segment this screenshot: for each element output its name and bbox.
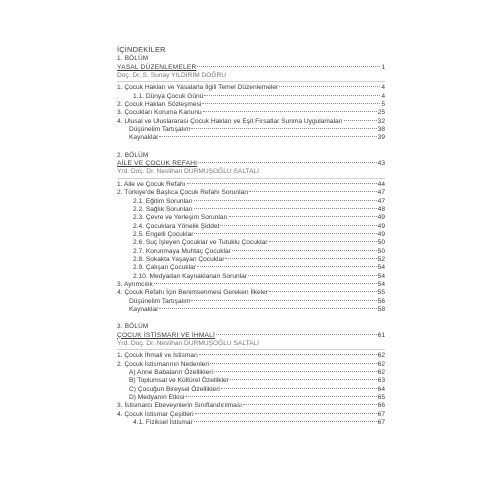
dot-leader xyxy=(232,250,377,251)
dot-leader xyxy=(248,275,377,276)
dot-leader xyxy=(269,291,377,292)
toc-entry-text: Düşünelim Tartışalım xyxy=(129,297,191,305)
chapters-list xyxy=(117,55,385,427)
dot-leader xyxy=(210,363,377,364)
toc-entry-text: 4. Ulusal ve Uluslararası Çocuk Hakları ve Eşit Fırsatlar Sunma Uygulamaları xyxy=(117,117,343,125)
toc-entry-text: 1. Çocuk İhmali ve İstismarı xyxy=(117,352,198,360)
chapter-number: 1. BÖLÜM xyxy=(117,55,149,63)
chapter-section xyxy=(117,55,385,142)
dot-leader xyxy=(221,388,377,389)
dot-leader xyxy=(191,128,376,129)
dot-leader xyxy=(269,241,377,242)
toc-entry[interactable] xyxy=(117,411,385,419)
toc-entry-page: 4 xyxy=(381,84,385,92)
dot-leader xyxy=(229,216,377,217)
toc-entry[interactable] xyxy=(117,273,385,281)
dot-leader xyxy=(195,413,377,414)
dot-leader xyxy=(159,136,376,137)
dot-leader xyxy=(198,162,376,163)
toc-entry[interactable] xyxy=(117,93,385,101)
toc-entry-page: 54 xyxy=(377,272,385,280)
toc-entry-text: 2.3. Çevre ve Yerleşim Sorunları xyxy=(133,214,228,222)
toc-entry[interactable] xyxy=(117,402,385,410)
chapter-title: AİLE VE ÇOCUK REFAHI xyxy=(117,160,198,168)
toc-entry[interactable] xyxy=(117,289,385,297)
toc-entry-text: Düşünelim Tartışalım xyxy=(129,126,191,134)
toc-entry-page: 48 xyxy=(377,205,385,213)
toc-entry-page: 62 xyxy=(377,352,385,360)
toc-entry[interactable] xyxy=(117,101,385,109)
toc-entry-page: 38 xyxy=(377,126,385,134)
chapter-section xyxy=(117,152,385,315)
toc-entry[interactable] xyxy=(117,377,385,385)
toc-entry-page: 56 xyxy=(377,297,385,305)
dot-leader xyxy=(279,86,380,87)
section-divider xyxy=(117,349,385,350)
toc-entry-text: D) Medyanın Etkisi xyxy=(129,394,185,402)
dot-leader xyxy=(220,225,376,226)
dot-leader xyxy=(199,354,377,355)
toc-entry-text: 2.4. Çocuklara Yönelik Şiddet xyxy=(133,222,220,230)
toc-entry-page: 62 xyxy=(377,369,385,377)
toc-entry-page: 67 xyxy=(377,410,385,418)
chapter-author: Doç. Dr. S. Sunay YILDIRIM DOĞRU xyxy=(117,72,227,80)
toc-entry[interactable] xyxy=(117,306,385,314)
toc-entry-text: Kaynaklar xyxy=(129,305,159,313)
chapter-page-number: 61 xyxy=(377,331,385,339)
toc-entry[interactable] xyxy=(117,419,385,427)
dot-leader xyxy=(194,421,377,422)
dot-leader xyxy=(203,111,377,112)
toc-entry-text: 2.1. Eğitim Sorunları xyxy=(133,197,193,205)
toc-entry[interactable] xyxy=(117,361,385,369)
toc-entry-page: 58 xyxy=(377,305,385,313)
dot-leader xyxy=(197,266,377,267)
toc-entry-text: 3. İstismarcı Ebeveynlerin Sınıflandırılması xyxy=(117,402,242,410)
dot-leader xyxy=(230,379,377,380)
toc-entry-text: B) Toplumsal ve Kültürel Özellikler xyxy=(129,377,229,385)
toc-entry-page: 62 xyxy=(377,360,385,368)
toc-entry[interactable] xyxy=(117,248,385,256)
toc-entry-text: 1.1. Dünya Çocuk Günü xyxy=(133,92,204,100)
chapter-author: Yrd. Doç. Dr. Neslihan DURMUŞOĞLU SALTALI xyxy=(117,168,259,176)
dot-leader xyxy=(194,208,377,209)
chapter-heading[interactable] xyxy=(117,64,385,72)
toc-entry[interactable] xyxy=(117,298,385,306)
toc-entry-page: 50 xyxy=(377,239,385,247)
dot-leader xyxy=(191,300,376,301)
toc-entry-page: 49 xyxy=(377,214,385,222)
toc-entry[interactable] xyxy=(117,84,385,92)
toc-entry-page: 65 xyxy=(377,394,385,402)
toc-entry-page: 63 xyxy=(377,377,385,385)
toc-title: İÇİNDEKİLER xyxy=(117,45,166,54)
toc-entry-page: 25 xyxy=(377,109,385,117)
table-of-contents xyxy=(117,46,385,427)
dot-leader xyxy=(249,191,376,192)
toc-entry-page: 49 xyxy=(377,230,385,238)
toc-entry-page: 4 xyxy=(381,92,385,100)
toc-entry[interactable] xyxy=(117,256,385,264)
chapter-author: Yrd. Doç. Dr. Neslihan DURMUŞOĞLU SALTALI xyxy=(117,340,259,347)
toc-entry-page: 64 xyxy=(377,385,385,393)
toc-entry[interactable] xyxy=(117,206,385,214)
toc-entry-page: 5 xyxy=(381,101,385,109)
toc-entry-page: 44 xyxy=(377,180,385,188)
chapter-number: 3. BÖLÜM xyxy=(117,323,149,331)
toc-entry-text: 4. Çocuk İstismar Çeşitleri xyxy=(117,410,194,418)
chapter-section xyxy=(117,323,385,427)
dot-leader xyxy=(214,371,377,372)
toc-entry-text: 2.7. Korunmaya Muhtaç Çocuklar xyxy=(133,247,231,255)
toc-entry[interactable] xyxy=(117,109,385,117)
toc-entry-page: 39 xyxy=(377,134,385,142)
chapter-title: YASAL DÜZENLEMELER xyxy=(117,63,197,71)
toc-entry-text: 2. Çocuk İstismarının Nedenleri xyxy=(117,360,209,368)
toc-entry-page: 32 xyxy=(377,117,385,125)
toc-entry[interactable] xyxy=(117,214,385,222)
toc-entry[interactable] xyxy=(117,118,385,126)
toc-entry-text: 2.5. Engelli Çocuklar xyxy=(133,230,194,238)
toc-entry-text: 2.6. Suç İşleyen Çocuklar ve Tutuklu Çocuklar xyxy=(133,239,268,247)
toc-entry-text: 1. Aile ve Çocuk Refahı xyxy=(117,180,186,188)
toc-entry-text: 2.10. Medyadan Kaynaklanan Sorunlar xyxy=(133,272,248,280)
toc-entry-text: 3. Çocukları Koruma Kanunu xyxy=(117,109,202,117)
dot-leader xyxy=(154,283,377,284)
toc-entry-text: C) Çocuğun Bireysel Özellikleri xyxy=(129,385,220,393)
toc-entry[interactable] xyxy=(117,126,385,134)
toc-entry[interactable] xyxy=(117,239,385,247)
toc-entry-text: 2.2. Sağlık Sorunları xyxy=(133,205,193,213)
dot-leader xyxy=(159,308,376,309)
toc-entry[interactable] xyxy=(117,198,385,206)
toc-entry-page: 55 xyxy=(377,289,385,297)
toc-entry[interactable] xyxy=(117,189,385,197)
dot-leader xyxy=(216,334,377,335)
toc-entry-text: 2.8. Sokakta Yaşayan Çocuklar xyxy=(133,255,225,263)
toc-entry-page: 52 xyxy=(377,255,385,263)
toc-entry-text: 2. Türkiye'de Başlıca Çocuk Refahı Sorunları xyxy=(117,189,249,197)
dot-leader xyxy=(202,103,380,104)
toc-entry-page: 50 xyxy=(377,247,385,255)
toc-entry-text: 4.1. Fiziksel İstismar xyxy=(133,419,193,427)
toc-entry-page: 47 xyxy=(377,189,385,197)
toc-entry[interactable] xyxy=(117,264,385,272)
toc-entry[interactable] xyxy=(117,231,385,239)
chapter-page-number: 1 xyxy=(381,63,385,71)
toc-entry-page: 67 xyxy=(377,419,385,427)
toc-entry-text: 3. Ayrımcılık xyxy=(117,280,153,288)
toc-entry-text: Kaynaklar xyxy=(129,134,159,142)
dot-leader xyxy=(185,396,376,397)
dot-leader xyxy=(243,404,377,405)
toc-entry[interactable] xyxy=(117,386,385,394)
toc-entry[interactable] xyxy=(117,223,385,231)
toc-entry-text: 4. Çocuk Refahı İçin Benimsenmesi Gereken İlkeler xyxy=(117,289,268,297)
toc-entry[interactable] xyxy=(117,181,385,189)
toc-entry-text: 2.9. Çalışan Çocuklar xyxy=(133,264,197,272)
dot-leader xyxy=(204,95,380,96)
toc-entry-page: 47 xyxy=(377,197,385,205)
dot-leader xyxy=(187,183,377,184)
dot-leader xyxy=(194,200,377,201)
toc-entry-page: 49 xyxy=(377,222,385,230)
toc-entry-text: A) Anne Babaların Özellikleri xyxy=(129,369,213,377)
dot-leader xyxy=(197,66,380,67)
dot-leader xyxy=(194,233,376,234)
dot-leader xyxy=(344,120,377,121)
chapter-heading[interactable] xyxy=(117,332,385,340)
toc-entry-page: 66 xyxy=(377,402,385,410)
chapter-number: 2. BÖLÜM xyxy=(117,151,149,159)
section-divider xyxy=(117,178,385,179)
toc-entry[interactable] xyxy=(117,352,385,360)
toc-entry-text: 2. Çocuk Hakları Sözleşmesi xyxy=(117,101,202,109)
chapter-title: ÇOCUK İSTİSMARI VE İHMALİ xyxy=(117,331,216,339)
toc-entry[interactable] xyxy=(117,134,385,142)
section-divider xyxy=(117,81,385,82)
chapter-page-number: 43 xyxy=(377,160,385,168)
toc-entry-page: 54 xyxy=(377,264,385,272)
toc-entry-page: 54 xyxy=(377,280,385,288)
toc-entry-text: 1. Çocuk Hakları ve Yasalarla İlgili Temel Düzenlemeler xyxy=(117,84,279,92)
dot-leader xyxy=(225,258,376,259)
